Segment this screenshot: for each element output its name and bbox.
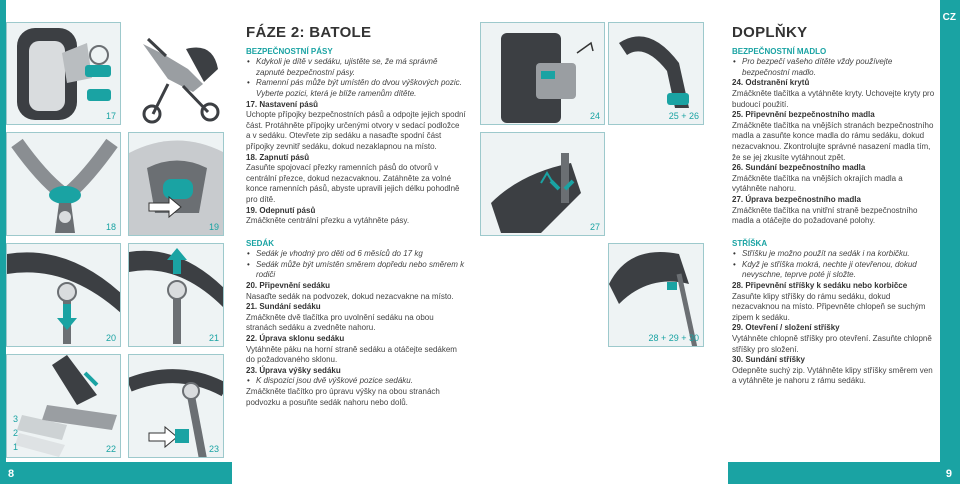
item-title: 24. Odstranění krytů (732, 78, 810, 88)
buckle-release-illustration (129, 133, 224, 236)
page-number: 8 (8, 468, 15, 480)
figure-number: 25 + 26 (668, 111, 699, 121)
accent-bar (940, 0, 960, 484)
page-title: FÁZE 2: BATOLE (246, 24, 372, 41)
figure-25-26 (608, 22, 704, 125)
section-heading: STŘÍŠKA (732, 238, 768, 248)
item-title: 27. Úprava bezpečnostního madla (732, 194, 861, 204)
language-tab: CZ (942, 12, 956, 23)
seat-height-illustration (129, 355, 224, 458)
figure-number: 20 (105, 333, 116, 343)
item-text: Zasuňte klipy stříšky do rámu sedáku, dokud nezacvaknou na místo. Připevněte chlopeň se suchým zipem k sedáku. (732, 291, 926, 322)
figure-20 (6, 243, 121, 347)
figure-21 (128, 243, 224, 347)
stroller-overview (128, 24, 228, 124)
figure-number: 21 (208, 333, 219, 343)
text-column (732, 24, 936, 387)
item-title: 25. Připevnění bezpečnostního madla (732, 110, 875, 120)
figure-number: 24 (589, 111, 600, 121)
bullet-item: • Ramenní pás může být umístěn do dvou výškových pozic. Vyberte pozici, která je blíže ramenům dítěte. (246, 78, 466, 99)
bullet-item: • Stříšku je možno použít na sedák i na korbičku. (732, 249, 936, 260)
canopy-illustration (609, 244, 704, 347)
item-text: Vytáhněte páku na horní straně sedáku a otáčejte sedákem do požadovaného sklonu. (246, 344, 457, 365)
item-title: 23. Úprava výšky sedáku (246, 365, 341, 375)
item-title: 18. Zapnutí pásů (246, 152, 310, 162)
cover-removal-illustration (481, 23, 605, 125)
section-heading: BEZPEČNOSTNÍ PÁSY (246, 46, 333, 56)
figure-22 (6, 354, 121, 458)
item-text: Zmáčkněte tlačítka na vnitřní straně bezpečnostního madla a otáčejte do požadované polohy. (732, 205, 918, 226)
item-title: 17. Nastavení pásů (246, 99, 319, 109)
item-text: Zmáčkněte tlačítka na vnějších stranách bezpečnostního madla a zasuňte konce madla do rámu sedáku, dokud nezacvaknou. Zkontrolujte správné nasazení madla tím, že se jej zkusíte vytáhnout zpět. (732, 120, 934, 162)
item-text: Zmáčkněte dvě tlačítka pro uvolnění sedáku na obou stranách sedáku a zvedněte nahoru. (246, 312, 434, 333)
item-title: 28. Připevnění stříšky k sedáku nebo korbičce (732, 281, 908, 291)
item-title: 30. Sundání stříšky (732, 355, 805, 365)
item-title: 26. Sundání bezpečnostního madla (732, 163, 866, 173)
stroller-illustration (128, 24, 228, 124)
figure-number: 22 (105, 444, 116, 454)
figure-28-29-30 (608, 243, 704, 347)
bullet-item: • K dispozici jsou dvě výškové pozice sedáku. (246, 376, 466, 387)
figure-19 (128, 132, 224, 236)
section-heading: BEZPEČNOSTNÍ MADLO (732, 46, 827, 56)
figure-23 (128, 354, 224, 458)
figure-18 (6, 132, 121, 236)
item-title: 22. Úprava sklonu sedáku (246, 334, 345, 344)
seat-removal-illustration (129, 244, 224, 347)
bullet-item: • Pro bezpečí vašeho dítěte vždy používejte bezpečnostní madlo. (732, 57, 936, 78)
bullet-item: • Když je stříška mokrá, nechte ji otevřenou, dokud nevyschne, teprve poté ji složte. (732, 260, 936, 281)
item-text: Zasuňte spojovací přezky ramenních pásů do otvorů v centrální přezce, dokud nezacvaknou. Zatáhněte za volné konce ramenních pásů, abyste upravili jejich délku pohodlně pro dítě. (246, 163, 460, 204)
bullet-item: • Kdykoli je dítě v sedáku, ujistěte se, že má správně zapnuté bezpečnostní pásy. (246, 57, 466, 78)
page-number: 9 (945, 468, 952, 480)
item-text: Zmáčkněte centrální přezku a vytáhněte pásy. (246, 216, 410, 226)
item-title: 20. Připevnění sedáku (246, 281, 331, 291)
text-column (246, 24, 466, 408)
seat-attach-illustration (7, 244, 121, 347)
item-title: 19. Odepnutí pásů (246, 205, 316, 215)
figure-number: 17 (105, 111, 116, 121)
bullet-list (246, 249, 466, 281)
bullet-item: • Sedák je vhodný pro děti od 6 měsíců do 17 kg (246, 249, 466, 260)
figure-24 (480, 22, 605, 125)
bumper-bar-illustration (609, 23, 704, 125)
seat-belt-attachment-illustration (7, 23, 121, 125)
item-text: Nasaďte sedák na podvozek, dokud nezacvakne na místo. (246, 291, 454, 301)
item-text: Zmáčkněte tlačítka a vytáhněte kryty. Uchovejte kryty pro budoucí použití. (732, 88, 935, 109)
right-page (480, 0, 960, 484)
figure-27 (480, 132, 605, 236)
step-label: 2 (13, 428, 19, 438)
item-title: 29. Otevření / složení stříšky (732, 323, 840, 333)
figure-number: 23 (208, 444, 219, 454)
figure-number: 18 (105, 222, 116, 232)
figure-17 (6, 22, 121, 125)
page-title: DOPLŇKY (732, 24, 808, 41)
bullet-list (732, 249, 936, 281)
recline-illustration (7, 355, 121, 458)
item-text: Zmáčkněte tlačítka na vnějších okrajích madla a vytáhněte nahoru. (732, 173, 903, 194)
item-title: 21. Sundání sedáku (246, 302, 321, 312)
item-text: Vytáhněte chlopně stříšky pro otevření. Zasuňte chlopně stříšky pro složení. (732, 334, 932, 354)
buckle-fastening-illustration (7, 133, 121, 236)
bullet-list (732, 57, 936, 78)
figure-number: 27 (589, 222, 600, 232)
section-heading: SEDÁK (246, 238, 275, 248)
step-label: 1 (13, 442, 19, 452)
step-label: 3 (13, 414, 19, 424)
footer-band (728, 462, 960, 484)
bullet-list (246, 57, 466, 99)
footer-band (0, 462, 232, 484)
bumper-adjust-illustration (481, 133, 605, 236)
item-text: Zmáčkněte tlačítko pro úpravu výšky na obou stranách podvozku a posuňte sedák nahoru nebo dolů. (246, 387, 440, 407)
figure-number: 28 + 29 + 30 (648, 333, 699, 343)
figure-number: 19 (208, 222, 219, 232)
bullet-list (246, 376, 466, 387)
item-text: Odepněte suchý zip. Vytáhněte klipy stříšky směrem ven a vytáhněte je nahoru z rámu sedáku. (732, 365, 933, 386)
item-text: Uchopte přípojky bezpečnostních pásů a odpojte jejich spodní část. Protáhněte přípojky určenými otvory v sedací podložce a v sedáku. Otevřete zip sedáku a nasaďte spodní část přípojky zevnitř sedáku, dokud nezaklapnou na místo. (246, 110, 466, 151)
bullet-item: • Sedák může být umístěn směrem dopředu nebo směrem k rodiči (246, 260, 466, 281)
